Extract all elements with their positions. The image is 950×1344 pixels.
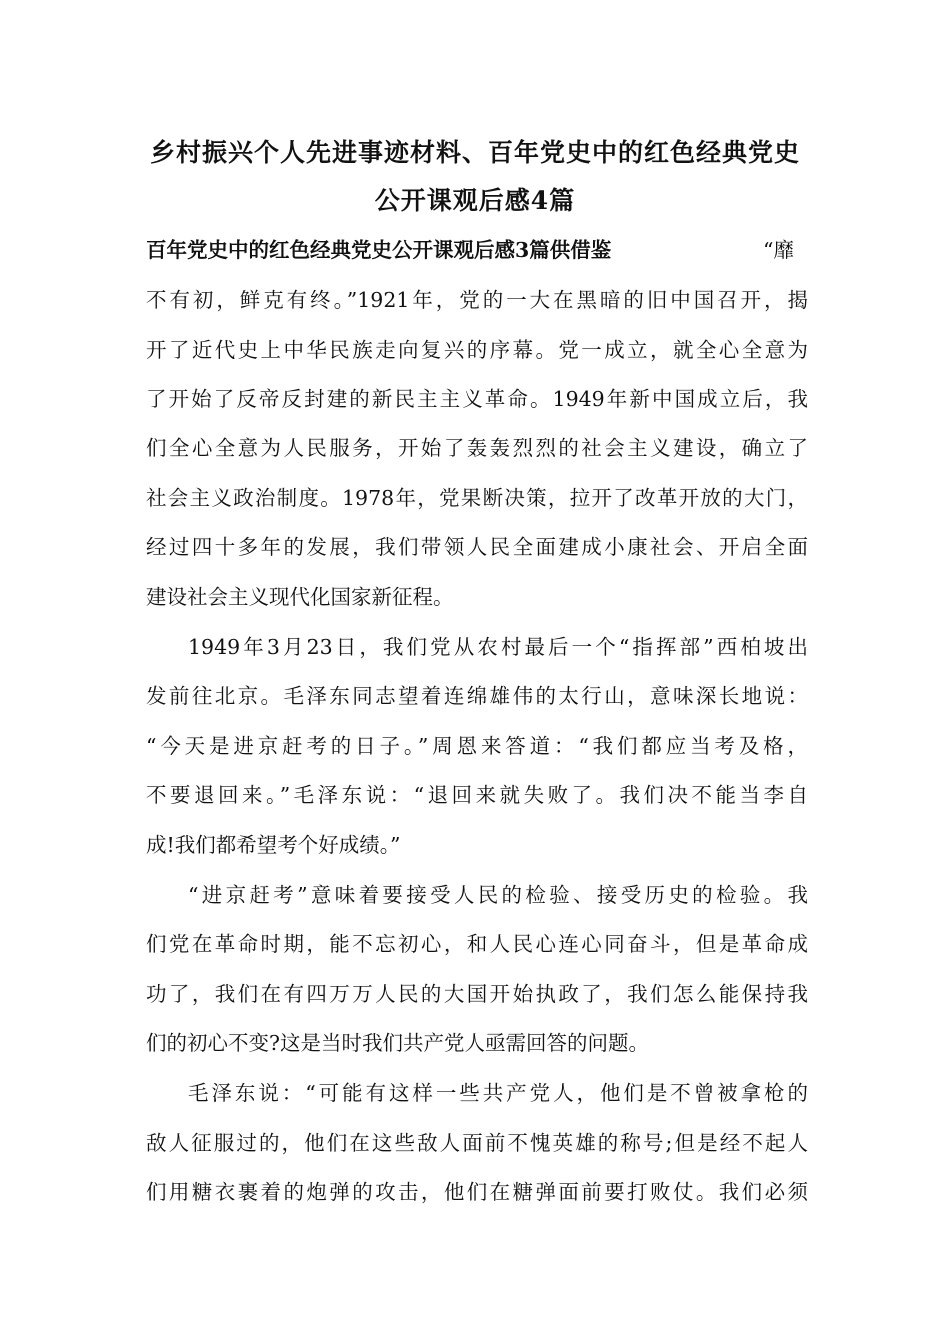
body-line: 经过四十多年的发展，我们带领人民全面建成小康社会、开启全面 [146, 535, 808, 559]
body-line: 不要退回来。”毛泽东说：“退回来就失败了。我们决不能当李自 [146, 783, 808, 807]
body-line: 功了，我们在有四万万人民的大国开始执政了，我们怎么能保持我 [146, 982, 808, 1006]
body-line: 不有初，鲜克有终。”1921年，党的一大在黑暗的旧中国召开，揭 [146, 288, 808, 312]
body-line: 们的初心不变?这是当时我们共产党人亟需回答的问题。 [146, 1031, 649, 1055]
body-line: “进京赶考”意味着要接受人民的检验、接受历史的检验。我 [188, 883, 808, 907]
body-line: “今天是进京赶考的日子。”周恩来答道：“我们都应当考及格， [146, 734, 808, 758]
body-line: 1949年3月23日，我们党从农村最后一个“指挥部”西柏坡出 [188, 635, 808, 659]
body-line: 建设社会主义现代化国家新征程。 [146, 585, 454, 609]
body-line: 毛泽东说：“可能有这样一些共产党人，他们是不曾被拿枪的 [188, 1081, 808, 1105]
subheading-row [146, 236, 808, 264]
document-title-line2: 公开课观后感4篇 [374, 186, 576, 215]
subheading: 百年党史中的红色经典党史公开课观后感3篇供借鉴 [146, 238, 612, 262]
subheading-tail-text: “靡 [763, 238, 794, 262]
body-line: 们党在革命时期，能不忘初心，和人民心连心同奋斗，但是革命成 [146, 932, 808, 956]
body-line: 们全心全意为人民服务，开始了轰轰烈烈的社会主义建设，确立了 [146, 436, 808, 460]
body-line: 社会主义政治制度。1978年，党果断决策，拉开了改革开放的大门， [146, 486, 808, 510]
body-line: 了开始了反帝反封建的新民主主义革命。1949年新中国成立后，我 [146, 387, 808, 411]
document-title-line1: 乡村振兴个人先进事迹材料、百年党史中的红色经典党史 [149, 138, 800, 167]
body-line: 敌人征服过的，他们在这些敌人面前不愧英雄的称号;但是经不起人 [146, 1131, 808, 1155]
body-line: 发前往北京。毛泽东同志望着连绵雄伟的太行山，意味深长地说： [146, 684, 808, 708]
body-line: 成!我们都希望考个好成绩。” [146, 833, 401, 857]
body-line: 开了近代史上中华民族走向复兴的序幕。党一成立，就全心全意为 [146, 338, 808, 362]
body-line: 们用糖衣裹着的炮弹的攻击，他们在糖弹面前要打败仗。我们必须 [146, 1180, 808, 1204]
